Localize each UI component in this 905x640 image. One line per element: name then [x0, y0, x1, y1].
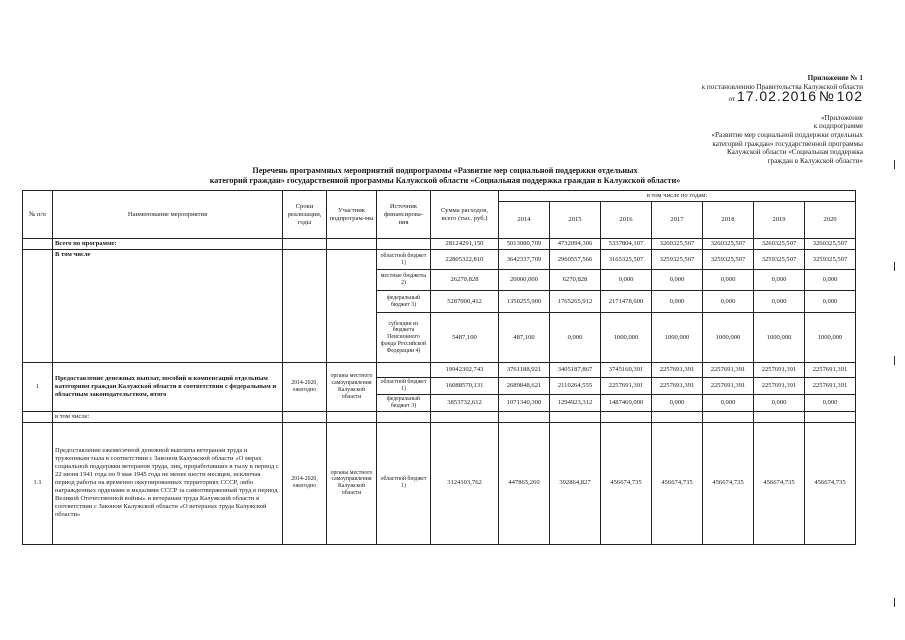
resolution-ref: к постановлению Правительства Калужской области: [701, 82, 863, 91]
table-cell: 2257691,391: [601, 378, 652, 395]
col-header-term: Сроки реализации, годы: [283, 191, 327, 239]
table-cell: 2257691,391: [652, 378, 703, 395]
header-row: [23, 191, 856, 202]
table-cell: 3853732,612: [431, 395, 499, 412]
table-cell: 2171478,600: [601, 291, 652, 313]
number-sign: №: [818, 88, 835, 105]
table-cell: 19942302,743: [431, 363, 499, 378]
annex-line-5: Калужской области «Социальная поддержка: [726, 148, 863, 157]
table-cell: 16088570,131: [431, 378, 499, 395]
table-cell: 0,000: [703, 270, 754, 291]
table-cell: 0,000: [550, 313, 601, 363]
row-number: 1.1: [23, 422, 53, 544]
table-cell: 1350255,900: [499, 291, 550, 313]
document-title: [150, 166, 740, 186]
table-cell: 0,000: [652, 270, 703, 291]
annex-line-4: категорий граждан» государственной программы: [712, 139, 863, 148]
col-header-source: Источник финансирова-ния: [377, 191, 431, 239]
table-cell: 0,000: [703, 291, 754, 313]
table-cell: 456674,735: [652, 422, 703, 544]
title-line-1: Перечень программных мероприятий подпрограммы «Развитие мер социальной поддержки отдельных: [252, 166, 638, 175]
measure-participant: органы местного самоуправления Калужской области: [327, 363, 377, 412]
table-cell: 5287000,412: [431, 291, 499, 313]
table-cell: 0,000: [652, 395, 703, 412]
table-cell: 3405187,867: [550, 363, 601, 378]
table-cell: 6270,828: [550, 270, 601, 291]
table-row: [23, 250, 856, 270]
annex-line-3: «Развитие мер социальной поддержки отдельных: [711, 130, 863, 139]
year-header: 2020: [805, 202, 856, 239]
table-cell: 26270,828: [431, 270, 499, 291]
annex-line-1: «Приложение: [820, 113, 863, 122]
table-cell: 3260325,507: [805, 239, 856, 250]
table-cell: 1294923,312: [550, 395, 601, 412]
table-row: [23, 239, 856, 250]
table-cell: 456674,735: [805, 422, 856, 544]
resolution-date-line: [702, 88, 863, 105]
measure-term: 2014-2020, ежегодно: [283, 422, 327, 544]
table-cell: 4732094,306: [550, 239, 601, 250]
table-cell: 456674,735: [754, 422, 805, 544]
table-cell: 456674,735: [703, 422, 754, 544]
table-cell: 2257691,391: [703, 378, 754, 395]
total-label: Всего по программе:: [53, 239, 283, 250]
table-cell: 2257691,391: [754, 363, 805, 378]
table-cell: 3259325,507: [703, 250, 754, 270]
funding-source: федеральный бюджет 3): [377, 395, 431, 412]
table-cell: 0,000: [652, 291, 703, 313]
col-header-participant: Участник подпрограм-мы: [327, 191, 377, 239]
program-measures-table: [22, 190, 856, 545]
table-cell: 5013080,709: [499, 239, 550, 250]
year-header: 2016: [601, 202, 652, 239]
measure-participant: органы местного самоуправления Калужской области: [327, 422, 377, 544]
table-cell: 487,100: [499, 313, 550, 363]
table-cell: 3259325,507: [754, 250, 805, 270]
col-header-sum: Сумма расходов, всего (тыс. руб.): [431, 191, 499, 239]
table-cell: 28124291,150: [431, 239, 499, 250]
table-cell: 2257691,391: [805, 378, 856, 395]
table-cell: 1000,000: [601, 313, 652, 363]
table-cell: 2689848,621: [499, 378, 550, 395]
table-cell: 1000,000: [754, 313, 805, 363]
table-cell: 3124103,762: [431, 422, 499, 544]
measure-name: Предоставление ежемесячной денежной выплаты ветеранам труда и труженикам тыла в соответствии с Законом Калужской области «О мерах социальной поддержки ветеранов труда, лиц, проработавших в тылу в период с 22 июня 1941 года по 9 мая 1945 года не менее шести месяцев, исключая период работы на временно оккупированных территориях СССР, либо награжденных орденами и медалями СССР за самоотверженный труд в период Великой Отечественной войны» и ветеранам труда Калужской области в соответствии с Законом Калужской области «О ветеранах труда Калужской области»: [53, 422, 283, 544]
table-cell: 2257691,391: [703, 363, 754, 378]
row-number: 1: [23, 363, 53, 412]
table-cell: 1765265,912: [550, 291, 601, 313]
measure-name: Предоставление денежных выплат, пособий и компенсаций отдельным категориям граждан Калужской области в соответствии с федеральным и областным законодательством, итого: [53, 363, 283, 412]
table-cell: 392864,827: [550, 422, 601, 544]
table-cell: 3260325,507: [703, 239, 754, 250]
funding-source: местные бюджеты 2): [377, 270, 431, 291]
table-cell: 2257691,391: [805, 363, 856, 378]
table-cell: 2257691,391: [754, 378, 805, 395]
year-header: 2017: [652, 202, 703, 239]
table-cell: 3260325,507: [754, 239, 805, 250]
table-cell: 20000,000: [499, 270, 550, 291]
table-cell: 3642337,709: [499, 250, 550, 270]
resolution-number: 102: [836, 88, 863, 105]
table-cell: 1071340,300: [499, 395, 550, 412]
resolution-date: 17.02.2016: [736, 88, 818, 105]
table-row: [23, 363, 856, 378]
funding-source: областной бюджет 1): [377, 250, 431, 270]
table-cell: 22805322,810: [431, 250, 499, 270]
scan-mark: [894, 598, 895, 607]
table-cell: 0,000: [805, 291, 856, 313]
title-line-2: категорий граждан» государственной программы Калужской области «Социальная поддержка граждан в Калужской области»: [209, 176, 681, 185]
year-header: 2014: [499, 202, 550, 239]
table-cell: 0,000: [805, 270, 856, 291]
table-cell: 1000,000: [652, 313, 703, 363]
funding-source: федеральный бюджет 3): [377, 291, 431, 313]
table-cell: 3761188,921: [499, 363, 550, 378]
table-cell: 0,000: [754, 270, 805, 291]
appendix-title: Приложение № 1: [807, 74, 863, 82]
table-cell: 1000,000: [805, 313, 856, 363]
table-cell: 456674,735: [601, 422, 652, 544]
scan-mark: [894, 356, 895, 365]
table-cell: 2110264,555: [550, 378, 601, 395]
table-cell: 3165325,507: [601, 250, 652, 270]
funding-source: областной бюджет 1): [377, 422, 431, 544]
table-cell: 3745160,391: [601, 363, 652, 378]
table-cell: 0,000: [754, 291, 805, 313]
table-cell: 2960557,566: [550, 250, 601, 270]
table-cell: 3259325,507: [652, 250, 703, 270]
including-label: В том числе: [53, 250, 283, 363]
annex-line-6: граждан в Калужской области»: [767, 156, 863, 165]
table-row: [23, 422, 856, 544]
appendix-header: [702, 74, 863, 165]
col-header-name: Наименование мероприятия: [53, 191, 283, 239]
table-cell: 5337804,107: [601, 239, 652, 250]
table-cell: 0,000: [805, 395, 856, 412]
table-cell: 447865,260: [499, 422, 550, 544]
scan-mark: [894, 160, 895, 169]
including-subitems-label: в том числе:: [53, 411, 283, 422]
col-header-by-years: в том числе по годам:: [499, 191, 856, 202]
table-row: [23, 411, 856, 422]
table-cell: 5487,100: [431, 313, 499, 363]
date-prefix: от: [728, 95, 736, 104]
annex-line-2: к подпрограмме: [813, 122, 863, 131]
table-cell: 0,000: [754, 395, 805, 412]
funding-source: субсидии из бюджета Пенсионного фонда Российской Федерации 4): [377, 313, 431, 363]
table-cell: 1487469,000: [601, 395, 652, 412]
table-cell: 3260325,507: [652, 239, 703, 250]
table-cell: 0,000: [601, 270, 652, 291]
measure-term: 2014-2020, ежегодно: [283, 363, 327, 412]
year-header: 2019: [754, 202, 805, 239]
table-cell: 1000,000: [703, 313, 754, 363]
year-header: 2015: [550, 202, 601, 239]
table-cell: 3259325,507: [805, 250, 856, 270]
year-header: 2018: [703, 202, 754, 239]
scan-mark: [894, 262, 895, 271]
col-header-num: № п/п: [23, 191, 53, 239]
table-cell: 0,000: [703, 395, 754, 412]
table-cell: 2257691,391: [652, 363, 703, 378]
funding-source: областной бюджет 1): [377, 378, 431, 395]
